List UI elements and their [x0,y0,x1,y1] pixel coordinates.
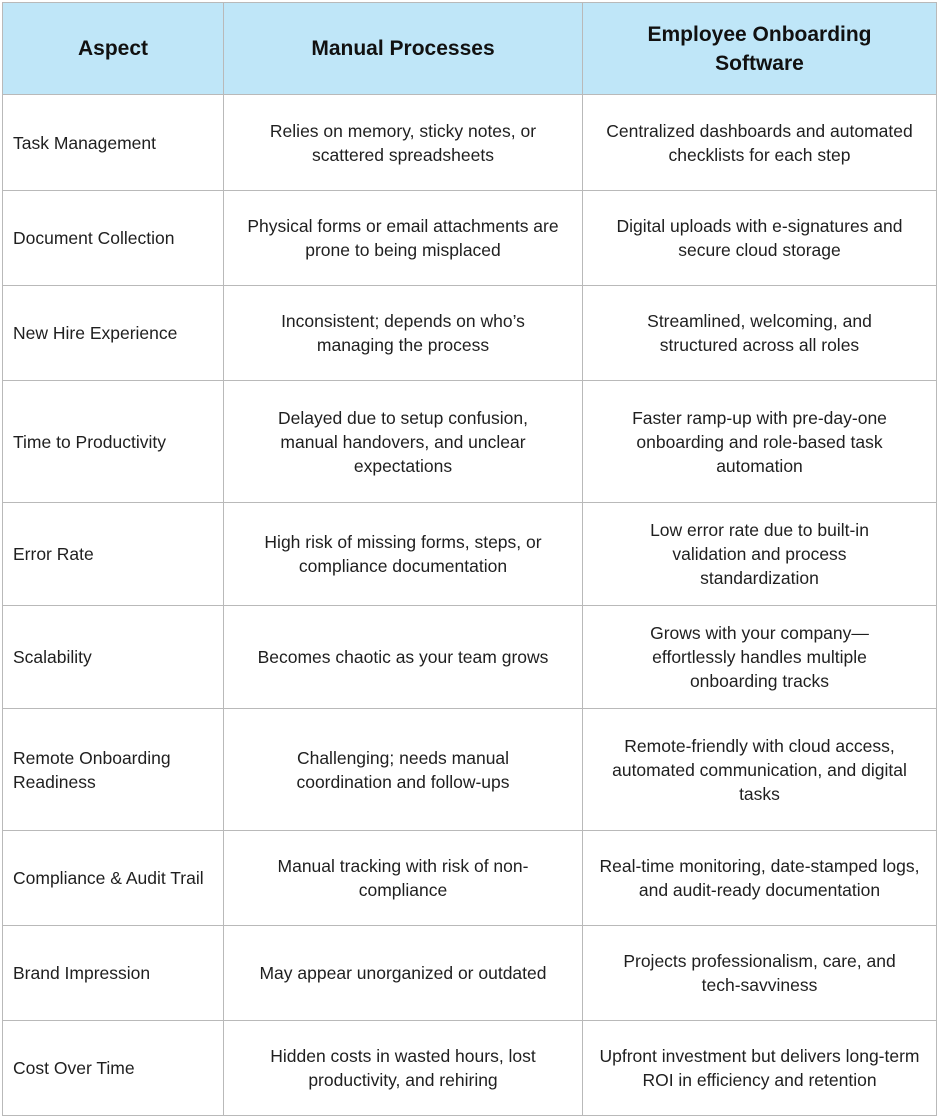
table-row [3,503,937,606]
table-row [3,1021,937,1116]
manual-cell: Hidden costs in wasted hours, lost productivity, and rehiring [224,1021,583,1116]
table-row [3,95,937,191]
table-row [3,381,937,503]
header-onboarding-software: Employee Onboarding Software [583,3,937,95]
aspect-cell: New Hire Experience [3,286,224,381]
manual-cell: Relies on memory, sticky notes, or scattered spreadsheets [224,95,583,191]
software-cell: Grows with your company—effortlessly handles multiple onboarding tracks [583,606,937,709]
aspect-cell: Compliance & Audit Trail [3,831,224,926]
comparison-table [2,2,937,1116]
header-row [3,3,937,95]
manual-cell: High risk of missing forms, steps, or compliance documentation [224,503,583,606]
aspect-cell: Task Management [3,95,224,191]
software-cell: Upfront investment but delivers long-term ROI in efficiency and retention [583,1021,937,1116]
manual-cell: Manual tracking with risk of non-compliance [224,831,583,926]
table-body [3,95,937,1116]
software-cell: Centralized dashboards and automated checklists for each step [583,95,937,191]
manual-cell: Becomes chaotic as your team grows [224,606,583,709]
table-row [3,606,937,709]
software-cell: Remote-friendly with cloud access, automated communication, and digital tasks [583,709,937,831]
software-cell: Faster ramp-up with pre-day-one onboarding and role-based task automation [583,381,937,503]
table-row [3,926,937,1021]
table-row [3,286,937,381]
aspect-cell: Brand Impression [3,926,224,1021]
aspect-cell: Cost Over Time [3,1021,224,1116]
manual-cell: Inconsistent; depends on who’s managing the process [224,286,583,381]
aspect-cell: Error Rate [3,503,224,606]
header-aspect: Aspect [3,3,224,95]
software-cell: Low error rate due to built-in validation and process standardization [583,503,937,606]
aspect-cell: Time to Productivity [3,381,224,503]
manual-cell: May appear unorganized or outdated [224,926,583,1021]
table-row [3,709,937,831]
software-cell: Digital uploads with e-signatures and secure cloud storage [583,191,937,286]
aspect-cell: Remote Onboarding Readiness [3,709,224,831]
aspect-cell: Scalability [3,606,224,709]
aspect-cell: Document Collection [3,191,224,286]
table-row [3,191,937,286]
manual-cell: Physical forms or email attachments are prone to being misplaced [224,191,583,286]
manual-cell: Delayed due to setup confusion, manual handovers, and unclear expectations [224,381,583,503]
software-cell: Streamlined, welcoming, and structured across all roles [583,286,937,381]
table-row [3,831,937,926]
software-cell: Projects professionalism, care, and tech-savviness [583,926,937,1021]
software-cell: Real-time monitoring, date-stamped logs, and audit-ready documentation [583,831,937,926]
table-header [3,3,937,95]
header-manual-processes: Manual Processes [224,3,583,95]
manual-cell: Challenging; needs manual coordination and follow-ups [224,709,583,831]
